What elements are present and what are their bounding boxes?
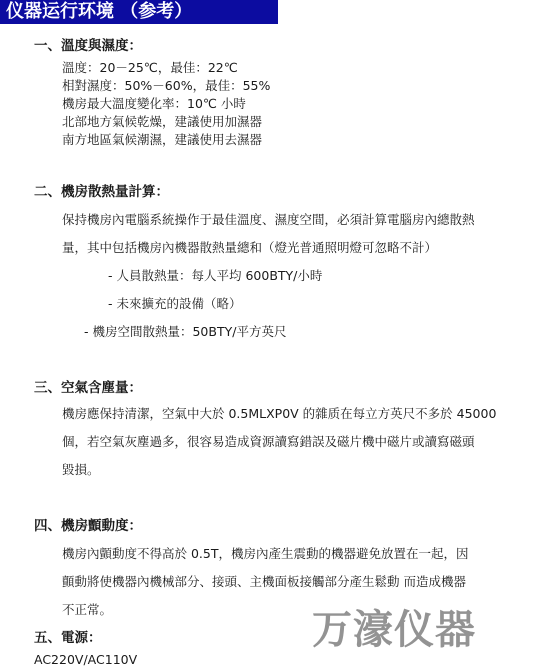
section-2-line: 保持機房內電腦系統操作于最佳溫度、濕度空間，必須計算電腦房內總散熱 <box>62 212 475 227</box>
watermark-logo: 万濠仪器 <box>312 607 476 653</box>
section-3-line: 個，若空氣灰塵過多，很容易造成資源讀寫錯誤及磁片機中磁片或讀寫磁頭 <box>62 434 475 449</box>
section-4-line: 不正常。 <box>62 602 113 617</box>
section-2-bullet: - 人員散熱量：每人平均 600BTY/小時 <box>108 268 323 283</box>
section-1-line: 機房最大溫度變化率：10℃ 小時 <box>62 96 246 111</box>
section-2-heading: 二、機房散熱量計算： <box>34 184 169 200</box>
section-2-bullet: - 未來擴充的設備（略） <box>108 296 242 311</box>
section-3-line: 毀損。 <box>62 462 100 477</box>
section-2-bullet: - 機房空間散熱量：50BTY/平方英尺 <box>84 324 287 339</box>
section-1-line: 溫度：20－25℃，最佳：22℃ <box>62 60 238 75</box>
section-5-heading: 五、電源： <box>34 630 102 646</box>
section-1-line: 北部地方氣候乾燥，建議使用加濕器 <box>62 114 263 129</box>
section-2-line: 量，其中包括機房內機器散熱量總和（燈光普通照明燈可忽略不計） <box>62 240 438 255</box>
section-1-line: 相對濕度：50%－60%，最佳：55% <box>62 78 271 93</box>
section-4-heading: 四、機房顫動度： <box>34 518 142 534</box>
section-5-line: AC220V/AC110V <box>34 652 138 667</box>
section-1-line: 南方地區氣候潮濕，建議使用去濕器 <box>62 132 263 147</box>
section-3-heading: 三、空氣含塵量： <box>34 380 142 396</box>
section-4-line: 顫動將使機器內機械部分、接頭、主機面板接觸部分產生鬆動 而造成機器 <box>62 574 466 589</box>
section-1-heading: 一、溫度與濕度： <box>34 38 142 54</box>
section-3-line: 機房應保持清潔，空氣中大於 0.5MLXP0V 的雜质在每立方英尺不多於 45000 <box>62 406 497 421</box>
section-4-line: 機房內顫動度不得高於 0.5T，機房內產生震動的機器避免放置在一起，因 <box>62 546 469 561</box>
page-title: 仪器运行环境 （参考） <box>0 0 278 24</box>
